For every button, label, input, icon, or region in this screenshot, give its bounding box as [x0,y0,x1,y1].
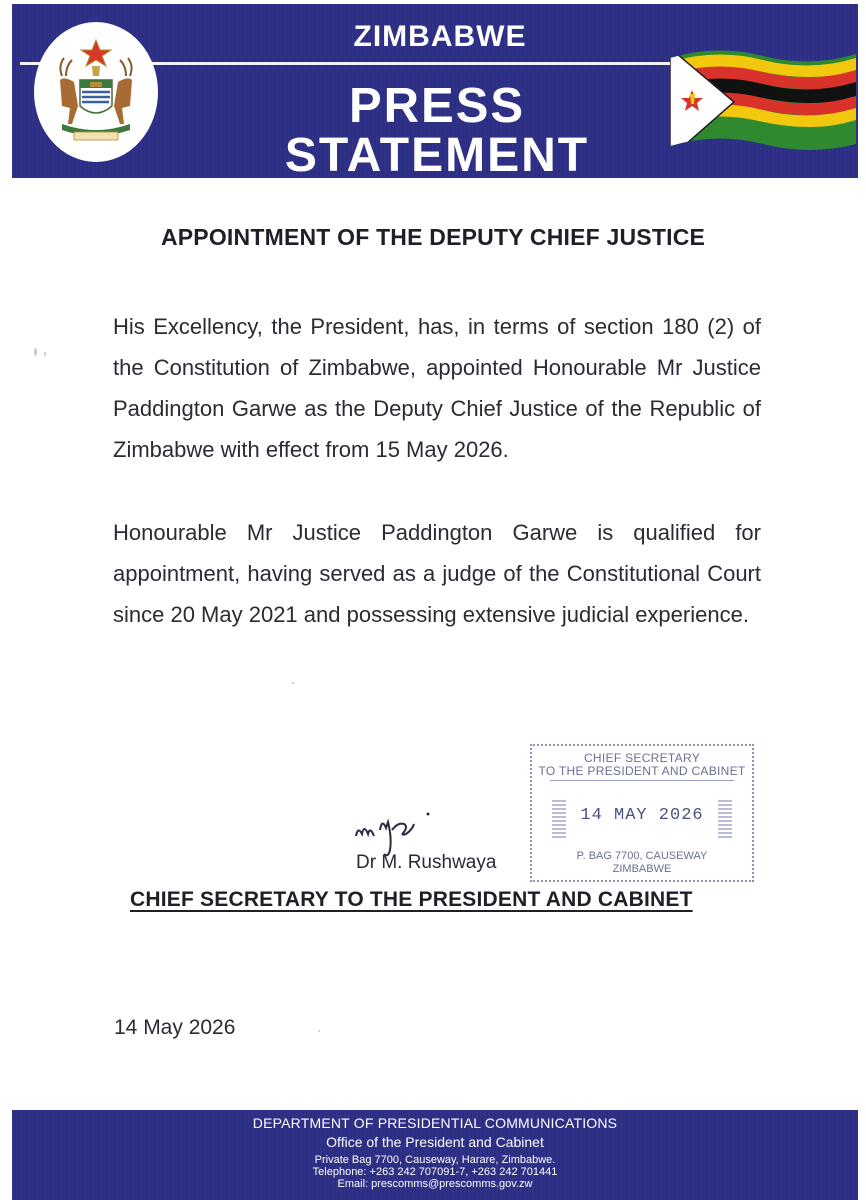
header-band [12,4,858,182]
footer-email: Email: prescomms@prescomms.gov.zw [337,1178,533,1190]
footer-telephone: Telephone: +263 242 707091-7, +263 242 701441 [312,1166,558,1178]
stamp-office-line2: TO THE PRESIDENT AND CABINET [538,764,746,778]
footer-office: Office of the President and Cabinet [326,1134,544,1150]
footer-address: Private Bag 7700, Causeway, Harare, Zimbabwe. [314,1154,556,1166]
stamp-date: 14 MAY 2026 [580,806,704,825]
office-stamp [530,744,754,882]
stamp-address: P. BAG 7700, CAUSEWAY [576,850,708,862]
stamp-office-line1: CHIEF SECRETARY [583,751,701,765]
handwritten-signature [352,800,442,860]
stamp-country: ZIMBABWE [612,863,672,875]
signatory-name: Dr M. Rushwaya [356,852,497,873]
country-name: ZIMBABWE [353,20,527,53]
statement-paragraph-1: His Excellency, the President, has, in terms of section 180 (2) of the Constitution of Zimbabwe, appointed Honourable Mr Justice Paddington Garwe as the Deputy Chief Justice of the Republic of Zimbabwe with effect from 15 May 2026. [113,314,761,462]
coat-of-arms-icon [44,36,148,148]
title-press: PRESS [348,79,526,133]
scan-speck [44,352,46,356]
zimbabwe-flag-icon [670,48,856,152]
scan-speck [34,348,37,356]
signatory-title: CHIEF SECRETARY TO THE PRESIDENT AND CABINET [130,888,693,911]
scan-speck [318,1030,320,1032]
footer-band [12,1110,858,1200]
footer-department: DEPARTMENT OF PRESIDENTIAL COMMUNICATIONS [252,1115,618,1131]
statement-heading: APPOINTMENT OF THE DEPUTY CHIEF JUSTICE [160,224,706,250]
statement-date: 14 May 2026 [114,1016,236,1039]
emblem-badge [34,22,158,162]
stamp-divider [550,780,734,781]
statement-paragraph-2: Honourable Mr Justice Paddington Garwe is qualified for appointment, having served as a judge of the Constitutional Court since 20 May 2021 and possessing extensive judicial experience. [113,520,761,627]
scan-speck [292,682,294,684]
title-statement: STATEMENT [284,129,590,182]
